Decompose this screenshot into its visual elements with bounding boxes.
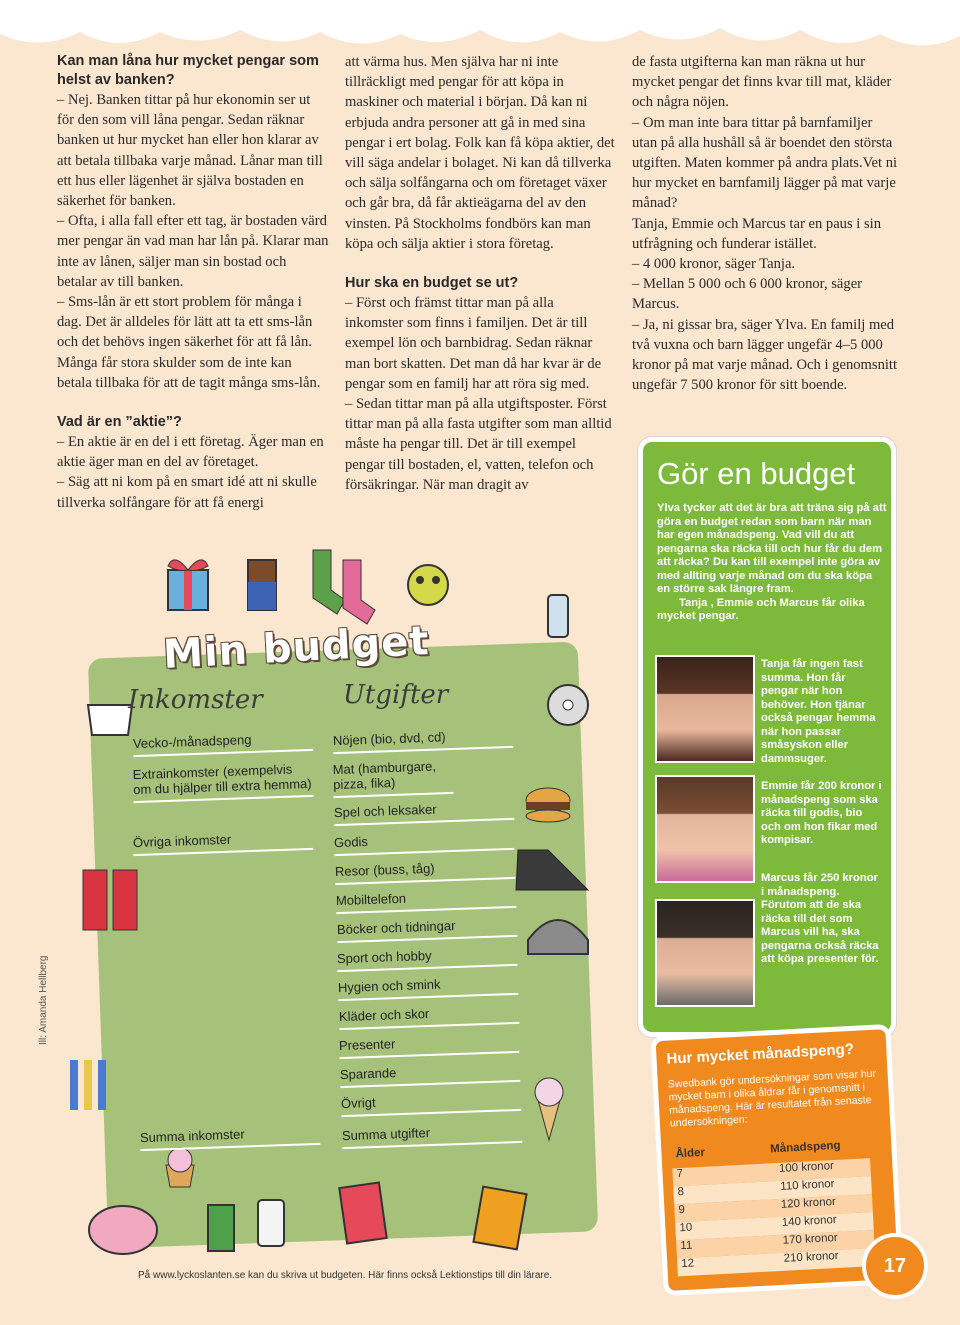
illustration-credit: Ill: Amanda Hellberg — [38, 955, 49, 1045]
gift-icon — [168, 560, 208, 610]
paragraph: de fasta utgifterna kan man räkna ut hur mycket pengar det finns kvar till mat, kläder och några nöjen. — [632, 54, 892, 111]
expense-row: Resor (buss, tåg) — [335, 858, 516, 885]
expense-row: Kläder och skor — [339, 1003, 520, 1030]
heading-budget: Hur ska en budget se ut? — [345, 275, 519, 292]
expense-row: Godis — [334, 829, 515, 856]
paragraph: Tanja, Emmie och Marcus tar en paus i sin utfrågning och funderar istället. — [632, 215, 882, 252]
expense-heading: Utgifter — [343, 680, 449, 710]
cell-allowance: 100 kronor — [778, 1160, 835, 1175]
cell-age: 10 — [679, 1221, 693, 1235]
emmie-text: Emmie får 200 kronor i månadspeng som ska räcka till godis, bio och om hon fikar med kompisar. — [761, 780, 882, 846]
phone-icon — [548, 595, 568, 637]
text-column-1 — [57, 52, 329, 513]
paragraph: – Säg att ni kom på en smart idé att ni skulle tillverka solfångare för att få energi — [57, 474, 317, 511]
cd-icon — [548, 685, 588, 725]
mp3-player-icon — [258, 1200, 284, 1246]
tanja-text: Tanja får ingen fast summa. Hon får pengar när hon behöver. Hon tjänar också pengar hemma när hon passar småsyskon eller dammsuger. — [761, 658, 876, 765]
cup-icon — [88, 705, 132, 735]
expense-row: Sparande — [340, 1061, 521, 1088]
paragraph: – Ofta, i alla fall efter ett tag, är bostaden värd mer pengar än vad man har lån på. Klarar man inte av lånen, säljer man sin bostad och betalar av till banken. — [57, 213, 329, 290]
paragraph: – En aktie är en del i ett företag. Äger man en aktie äger man en del av företaget. — [57, 434, 324, 471]
budget-tips-box — [638, 437, 896, 1037]
page-number: 17 — [862, 1233, 928, 1299]
box-title: Gör en budget — [657, 456, 856, 491]
shoe-icon — [516, 850, 588, 890]
paragraph: – Ja, ni gissar bra, säger Ylva. En familj med två vuxna och barn lägger ungefär 4–5 000 kronor på mat varje månad. Och i genomsnitt ungefär 7 500 kronor för sitt boende. — [632, 316, 898, 394]
expense-row: Sport och hobby — [337, 945, 518, 972]
income-sum-row: Summa inkomster — [140, 1124, 321, 1151]
hat-icon — [528, 920, 588, 954]
icecream-icon — [535, 1078, 563, 1140]
expense-row: Hygien och smink — [338, 974, 519, 1001]
paragraph: – Först och främst tittar man på alla inkomster som finns i familjen. Det är till exempel lön och barnbidrag. Sedan räknar man bort skatten. Det man då har kvar är de pengar som en familj har att röra sig med. — [345, 295, 602, 392]
budget-footer: På www.lyckoslanten.se kan du skriva ut budgeten. Här finns också Lektionstips till din lärare. — [138, 1270, 553, 1281]
expense-row: Presenter — [339, 1032, 520, 1059]
photo-marcus — [655, 899, 755, 1007]
monster-icon — [408, 565, 448, 605]
paragraph: – Mellan 5 000 och 6 000 kronor, säger Marcus. — [632, 276, 863, 313]
piggy-bank-icon — [89, 1206, 157, 1254]
cell-age: 12 — [681, 1257, 695, 1271]
header-allowance: Månadspeng — [769, 1139, 841, 1156]
paragraph: att värma hus. Men själva har ni inte tillräckligt med pengar för att köpa in maskiner och material i början. Då kan ni erbjuda andra personer att gå in med sina pengar i ert bolag. Folk kan få köpa aktier, det vill säga andelar i bolaget. Ni kan då tillverka och sälja solfångarna och om företaget växer och går bra, då får aktieägarna del av den vinsten. På Stockholms fondbörs kan man köpa och sälja aktier i stora företag. — [345, 54, 615, 252]
cell-allowance: 170 kronor — [782, 1231, 838, 1247]
cell-age: 9 — [678, 1203, 686, 1217]
expense-row: Böcker och tidningar — [337, 916, 518, 943]
heading-loans: Kan man låna hur mycket pengar som helst av banken? — [57, 53, 319, 88]
cell-allowance: 120 kronor — [780, 1195, 837, 1211]
text-column-3 — [632, 52, 898, 395]
heading-stock: Vad är en ”aktie”? — [57, 414, 182, 431]
income-heading: Inkomster — [128, 685, 263, 715]
chocolate-icon — [248, 560, 276, 610]
paragraph: – Sms-lån är ett stort problem för många i dag. Det är alldeles för lätt att ta ett sms-lån och det behövs ingen säkerhet för att få lån. Många får stora skulder som de inte kan betala tillbaka för att de tagit många sms-lån. — [57, 294, 321, 391]
allowance-text: Swedbank gör undersökningar som visar hur mycket barn i olika åldrar får i genomsnitt i månadspeng. Här är resultatet från senaste undersökningen: — [667, 1067, 877, 1130]
expense-sum-row: Summa utgifter — [342, 1122, 523, 1149]
intro-text: Ylva tycker att det är bra att träna sig på att göra en budget redan som barn när man har egen månadspeng. Vad vill du att pengarna ska räcka till och hur får du dem att räcka? Du kan till exempel inte göra av med allting varje månad om du ska köpa en större sak längre fram. — [657, 502, 887, 595]
marcus-text: Marcus får 250 kronor i månadspeng. Förutom att de ska räcka till det som Marcus vill ha, ska pengarna också räcka att köpa presenter för. — [761, 872, 879, 965]
box-intro — [657, 502, 887, 624]
pens-icon — [70, 1060, 106, 1110]
cupcake-icon — [166, 1148, 194, 1187]
magazine-icon — [339, 1182, 386, 1243]
paragraph: – 4 000 kronor, säger Tanja. — [632, 256, 796, 273]
burger-icon — [526, 788, 570, 822]
cell-allowance: 110 kronor — [780, 1178, 835, 1193]
expense-row: Nöjen (bio, dvd, cd) — [333, 727, 514, 754]
budget-title: Min budget — [161, 618, 431, 678]
expense-row: Spel och leksaker — [334, 799, 515, 826]
income-row: Extrainkomster (exempelvis om du hjälper till extra hemma) — [132, 761, 313, 803]
cell-allowance: 210 kronor — [783, 1249, 839, 1265]
header-age: Ålder — [675, 1146, 706, 1161]
allowance-title: Hur mycket månadspeng? — [666, 1040, 855, 1068]
lipstick-icon — [83, 870, 137, 930]
expense-row: Mat (hamburgare, pizza, fika) — [332, 758, 453, 798]
candy-bag-icon — [473, 1187, 526, 1250]
cloud-border — [0, 0, 960, 60]
socks-icon — [313, 550, 375, 624]
budget-sheet — [58, 540, 623, 1290]
cell-age: 7 — [676, 1167, 684, 1181]
paragraph: – Nej. Banken tittar på hur ekonomin ser ut för den som vill låna pengar. Sedan räknar banken ut hur mycket han eller hon klarar av att betala tillbaka varje månad. Lånar man till ett hus eller lägenhet är själva bostaden en säkerhet för banken. — [57, 92, 323, 210]
cell-age: 8 — [677, 1185, 685, 1199]
allowance-table — [671, 1138, 875, 1276]
photo-emmie — [655, 775, 755, 883]
income-row: Övriga inkomster — [133, 829, 314, 856]
income-row: Vecko-/månadspeng — [133, 730, 314, 757]
expense-row: Övrigt — [341, 1090, 522, 1117]
soda-icon — [208, 1205, 234, 1251]
expense-row: Mobiltelefon — [336, 887, 517, 914]
intro-text-2: Tanja , Emmie och Marcus får olika mycket pengar. — [657, 596, 865, 622]
photo-tanja — [655, 655, 755, 763]
cell-allowance: 140 kronor — [781, 1213, 838, 1229]
text-column-2 — [345, 52, 615, 495]
paragraph: – Sedan tittar man på alla utgiftsposter. Först tittar man på alla fasta utgifter som man alltid måste ha pengar till. Det är till exempel pengar till bostaden, el, vatten, telefon och försäkringar. När man dragit av — [345, 396, 612, 493]
paragraph: – Om man inte bara tittar på barnfamiljer utan på alla hushåll så är boendet den största utgiften. Maten kommer på andra plats.Vet ni hur mycket en barnfamilj lägger på mat varje månad? — [632, 114, 898, 212]
cell-age: 11 — [680, 1239, 693, 1253]
